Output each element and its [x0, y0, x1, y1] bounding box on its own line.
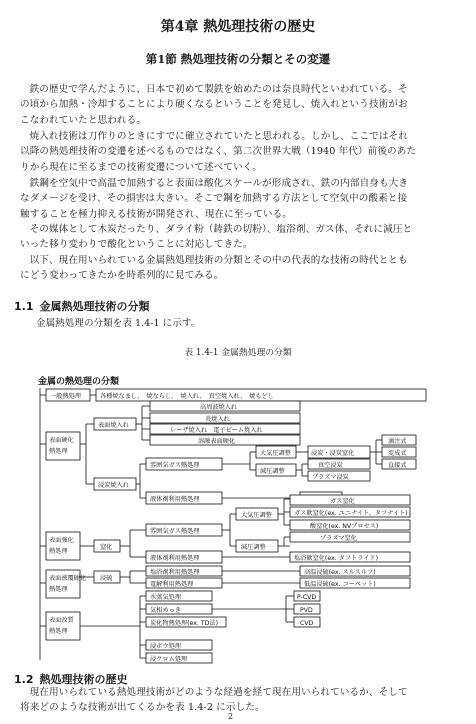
diagram-label: 表面被覆硬化: [49, 575, 87, 582]
paragraph-line: 焼入れ技術は刀作りのときにすでに確立されていたと思われる。しかし、ここではそれ: [29, 131, 408, 142]
diagram-label: 表面焼入れ: [98, 422, 129, 429]
paragraph-line: 現在用いられている熱処理技術がどのような経過を経て現在用いられているか、そして: [29, 687, 408, 698]
diagram-label: 電解利用熱処理: [150, 581, 194, 588]
diagram-label: 滴注式: [388, 438, 407, 445]
diagram-label: 表面改質: [49, 617, 74, 624]
paragraph-line: いった移り変わりで酸化ということに対応してきた。: [20, 239, 253, 251]
paragraph-line: 鉄鋼を空気中で高温で加熱すると表面は酸化スケールが形成され、鉄の内部自身も大き: [29, 178, 409, 189]
diagram-label: 塩浴剤利用熱処理: [150, 569, 200, 576]
diagram-label: 浸炭・浸炭窒化: [311, 450, 355, 457]
diagram-label: 一般熱処理: [50, 393, 81, 400]
diagram-label: 直接式: [388, 462, 407, 469]
paragraph-line: の頃から加熱・冷却することにより硬くなるということを発見し、焼入れという技術がお: [20, 99, 408, 111]
paragraph-line: 以降の熱処理技術の変遷を述べるものではなく、第二次世界大戦（1940 年代）前後のあた: [20, 146, 417, 158]
diagram-label: 酸窒化(ex. NVプロセス): [310, 523, 379, 530]
diagram-label: ガス窒化: [330, 498, 355, 505]
subsection-number: 1.1: [14, 300, 34, 313]
diagram-label: 高温浸硫(ex. スルスルフ): [304, 569, 376, 576]
page-number: 2: [228, 712, 234, 721]
diagram-label: 炭化物熱処理(ex. TD法): [150, 620, 218, 627]
diagram-label: 気相めっき: [150, 607, 181, 614]
diagram-label: 熱処理: [49, 628, 68, 635]
paragraph-line: こなわれていたと思われる。: [20, 114, 147, 126]
diagram-label: 塩浴軟窒化(ex. タフトライド): [294, 555, 378, 562]
diagram-label: 浸ボウ処理: [150, 643, 181, 650]
section-title: 第1節 熱処理技術の分類とその変遷: [145, 52, 331, 66]
diagram-label: 変成式: [388, 450, 407, 457]
paragraph-line: 触することを極力抑える技術が開発され、現在に至っている。: [20, 208, 292, 220]
diagram-label: 窒化: [100, 544, 113, 551]
diagram-label: 液体剤利用熱処理: [150, 555, 200, 562]
diagram-label: 溶融表面硬化: [198, 438, 236, 445]
diagram-label: 液体剤利用熱処理: [150, 496, 200, 503]
diagram-label: 雰囲気ガス熱処理: [150, 462, 200, 469]
table-caption: 表 1.4-1 金属熱処理の分類: [184, 348, 292, 358]
diagram-label: 高周波焼入れ: [200, 404, 238, 411]
diagram-label: 大気圧調整: [260, 450, 291, 457]
paragraph-line: りから現在に至るまでの技術変遷について述べていく。: [20, 161, 262, 173]
diagram-label: 浸炭焼入れ: [98, 482, 129, 489]
subsection-number: 1.2: [14, 673, 34, 686]
diagram-label: PVD: [300, 607, 313, 614]
paragraph-line: 以下、現在用いられている金属熱処理技術の分類とその中の代表的な技術の時代ととも: [29, 255, 408, 266]
diagram-label: 雰囲気ガス熱処理: [150, 528, 200, 535]
subsection-text: 金属熱処理の分類を表 1.4-1 に示す。: [36, 318, 201, 329]
paragraph-line: 将来どのような技術が出てくるかを表 1.4-2 に示した。: [20, 702, 265, 714]
diagram-label: CVD: [300, 620, 314, 627]
diagram-label: 炎焼入れ: [205, 416, 230, 423]
paragraph-line: なダメージを受け、その損害は大きい。そこで鋼を加熱する方法として空気中の酸素と接: [20, 193, 408, 205]
diagram-label: 大気圧調整: [241, 512, 272, 519]
subsection-title: 熱処理技術の歴史: [39, 673, 128, 686]
figure-title: 金属の熱処理の分類: [38, 377, 120, 387]
diagram-label: 表面強化: [49, 537, 74, 544]
diagram-label: 表面硬化: [49, 437, 74, 444]
paragraph-line: その媒体として木炭だったり、ダライ粉（鋳鉄の切粉）、塩浴剤、ガス体、それに減圧と: [29, 224, 413, 235]
chapter-title: 第4章 熱処理技術の歴史: [160, 19, 316, 35]
diagram-label: 熱処理: [49, 548, 68, 555]
diagram-label: P-CVD: [297, 594, 317, 601]
diagram-label: 浸クロム処理: [150, 656, 188, 663]
diagram-label: 水蒸気処理: [150, 594, 181, 601]
diagram-label: プラズマ浸炭: [312, 474, 349, 481]
diagram-label: 熱処理: [49, 448, 68, 455]
diagram-label: ガス軟窒化(ex. ユニナイト、タフナイト): [294, 510, 408, 517]
diagram-label: 真空浸炭: [318, 462, 343, 469]
paragraph-line: 鉄の歴史で学んだように、日本で初めて製鉄を始めたのは奈良時代といわれている。そ: [29, 84, 408, 95]
diagram-label: レーザ焼入れ 電子ビーム焼入れ: [170, 427, 263, 434]
diagram-label: 減圧調整: [241, 544, 266, 551]
subsection-2-text: [20, 685, 460, 716]
diagram-label: 熱処理: [49, 586, 68, 593]
diagram-label: 低温浸硫(ex. コーペット): [304, 581, 376, 588]
diagram-label: 減圧調整: [260, 468, 285, 475]
diagram-label: プラズマ窒化: [320, 535, 357, 542]
paragraph-line: にどう変わってきたかを時系列的に見てみる。: [20, 270, 224, 282]
diagram-label: 浸硫: [100, 575, 113, 582]
subsection-title: 金属熱処理技術の分類: [39, 300, 150, 313]
diagram-label: 各種焼なまし、 焼ならし、 焼入れ、 真空焼入れ、 焼もどし: [100, 393, 274, 400]
